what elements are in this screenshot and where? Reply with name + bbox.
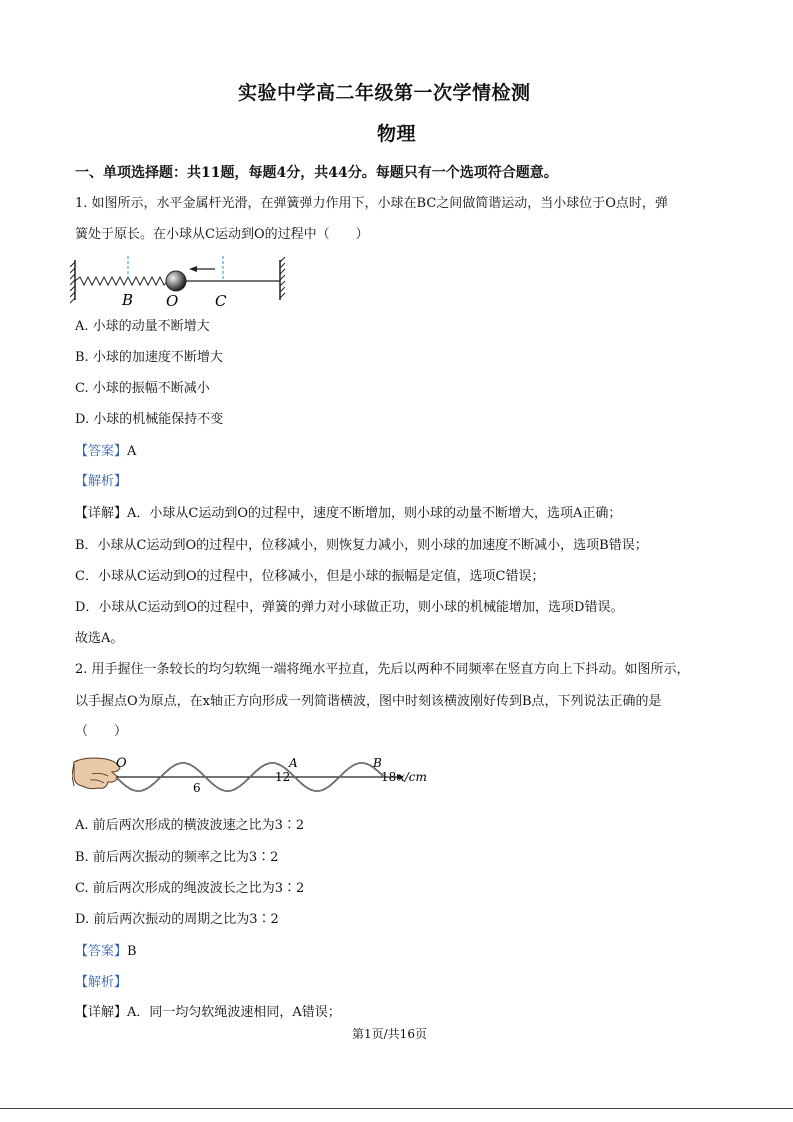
detail-text: A．小球从C运动到O的过程中，速度不断增加，则小球的动量不断增大，选项A正确； [127, 506, 622, 521]
bottom-rule [0, 1108, 793, 1109]
detail-text: A．同一均匀软绳波速相同，A错误； [127, 1005, 341, 1020]
ball [166, 271, 186, 291]
hand-icon [72, 758, 120, 789]
q1-analysis-tag: 【解析】 [75, 474, 128, 489]
tick-12: 12 [275, 770, 291, 784]
q2-option-b: B. 前后两次振动的频率之比为3∶2 [75, 850, 279, 865]
page-number: 第1页/共16页 [352, 1027, 427, 1041]
section-heading: 一、单项选择题：共11题，每题4分，共44分。每题只有一个选项符合题意。 [75, 165, 558, 181]
answer-tag: 【答案】 [75, 444, 128, 459]
q1-option-b: B. 小球的加速度不断增大 [75, 350, 223, 365]
q1-option-d: D. 小球的机械能保持不变 [75, 412, 224, 427]
q1-detail-line1 [75, 506, 621, 522]
q1-option-a: A. 小球的动量不断增大 [75, 319, 210, 334]
answer-value: B [127, 944, 137, 959]
q1-stem-line2: 簧处于原长。在小球从C运动到O的过程中（ ） [75, 227, 369, 242]
q1-detail-line4: D．小球从C运动到O的过程中，弹簧的弹力对小球做正功，则小球的机械能增加，选项D错误。 [75, 600, 624, 615]
q2-option-c: C. 前后两次形成的绳波波长之比为3∶2 [75, 881, 305, 896]
q2-detail-line1 [75, 1005, 341, 1021]
label-o: O [116, 756, 127, 771]
subject-title: 物理 [377, 123, 417, 145]
q2-option-a: A. 前后两次形成的横波波速之比为3∶2 [75, 818, 305, 833]
label-c: C [215, 292, 227, 308]
q1-option-c: C. 小球的振幅不断减小 [75, 381, 210, 396]
label-a: A [289, 756, 298, 770]
tick-18: 18 [381, 770, 397, 784]
q2-answer-line [75, 944, 137, 960]
q2-stem-line3: （ ） [75, 724, 128, 739]
detail-tag: 【详解】 [75, 1005, 128, 1020]
answer-tag: 【答案】 [75, 944, 128, 959]
q2-stem-line1: 2. 用手握住一条较长的均匀软绳一端将绳水平拉直，先后以两种不同频率在竖直方向上下抖动。如图所示， [75, 662, 690, 677]
q1-answer-line [75, 444, 136, 460]
detail-tag: 【详解】 [75, 506, 128, 521]
q1-detail-line3: C．小球从C运动到O的过程中，位移减小，但是小球的振幅是定值，选项C错误； [75, 569, 545, 584]
arrowhead [189, 266, 197, 272]
label-o: O [166, 292, 179, 308]
label-b: B [373, 756, 382, 770]
answer-value: A [127, 444, 137, 459]
page-title: 实验中学高二年级第一次学情检测 [238, 82, 531, 104]
axis-label: x/cm [398, 770, 427, 784]
spring [75, 277, 168, 285]
q1-conclusion: 故选A。 [75, 631, 124, 646]
q2-option-d: D. 前后两次振动的周期之比为3∶2 [75, 912, 279, 927]
rope-wave-figure [72, 750, 432, 798]
q2-analysis-tag: 【解析】 [75, 975, 128, 990]
q1-detail-line2: B．小球从C运动到O的过程中，位移减小，则恢复力减小，则小球的加速度不断减小，选项B错误； [75, 538, 648, 553]
tick-6: 6 [193, 781, 201, 795]
q1-stem-line1: 1. 如图所示，水平金属杆光滑，在弹簧弹力作用下，小球在BC之间做简谐运动，当小球位于O点时，弹 [75, 196, 668, 211]
label-b: B [122, 291, 134, 308]
q2-stem-line2: 以手握点O为原点，在x轴正方向形成一列简谐横波，图中时刻该横波刚好传到B点，下列说法正确的是 [75, 694, 662, 709]
spring-oscillator-figure [70, 256, 295, 308]
